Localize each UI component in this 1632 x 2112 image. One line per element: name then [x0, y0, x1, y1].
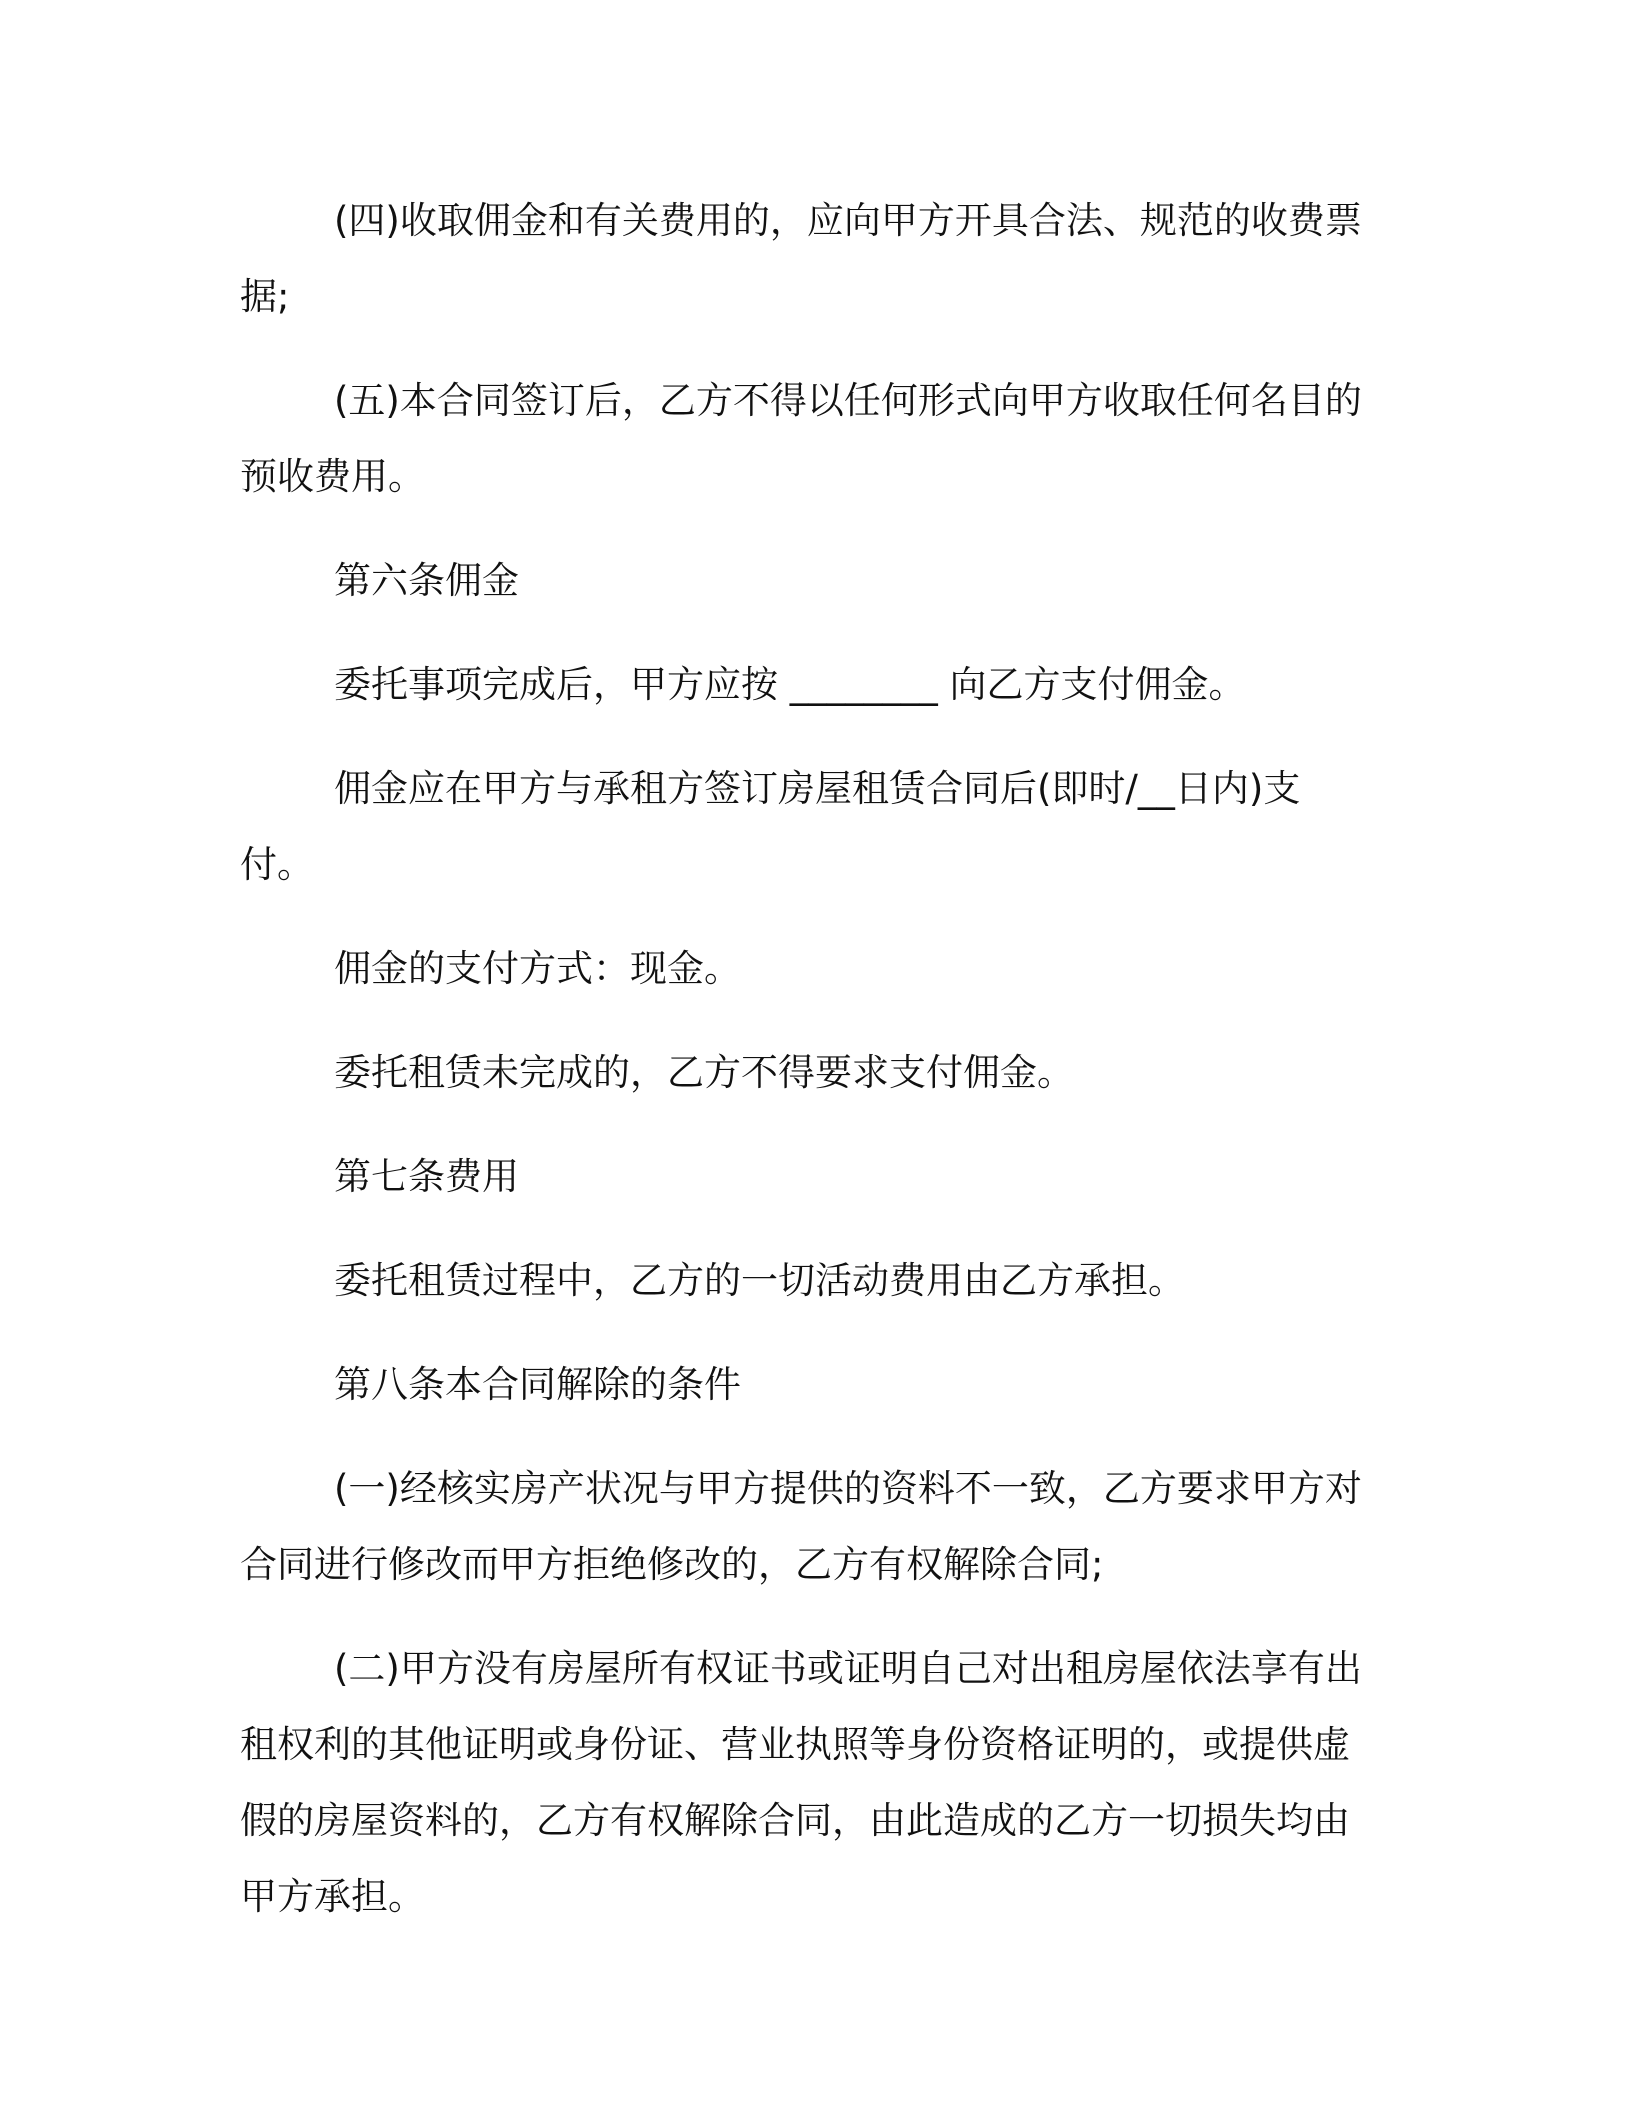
section-heading-article-7: 第七条费用 — [334, 1155, 519, 1198]
paragraph-commission-rate: 委托事项完成后，甲方应按 ________ 向乙方支付佣金。 — [334, 663, 1246, 706]
section-heading-article-6: 第六条佣金 — [334, 559, 519, 602]
section-heading-article-8: 第八条本合同解除的条件 — [334, 1363, 741, 1406]
paragraph-expenses: 委托租赁过程中，乙方的一切活动费用由乙方承担。 — [334, 1259, 1185, 1302]
paragraph-termination-1: (一)经核实房产状况与甲方提供的资料不一致，乙方要求甲方对合同进行修改而甲方拒绝修改的，乙方有权解除合同; — [240, 1467, 1362, 1586]
paragraph-item-5: (五)本合同签订后，乙方不得以任何形式向甲方收取任何名目的预收费用。 — [240, 379, 1362, 498]
paragraph-payment-method: 佣金的支付方式：现金。 — [334, 947, 741, 990]
document-body — [240, 183, 1370, 1963]
paragraph-commission-timing: 佣金应在甲方与承租方签订房屋租赁合同后(即时/__日内)支付。 — [240, 767, 1301, 886]
paragraph-item-4: (四)收取佣金和有关费用的，应向甲方开具合法、规范的收费票据; — [240, 199, 1362, 318]
paragraph-termination-2: (二)甲方没有房屋所有权证书或证明自己对出租房屋依法享有出租权利的其他证明或身份证、营业执照等身份资格证明的，或提供虚假的房屋资料的，乙方有权解除合同，由此造成的乙方一切损失均由甲方承担。 — [240, 1647, 1362, 1918]
paragraph-no-commission: 委托租赁未完成的，乙方不得要求支付佣金。 — [334, 1051, 1074, 1094]
